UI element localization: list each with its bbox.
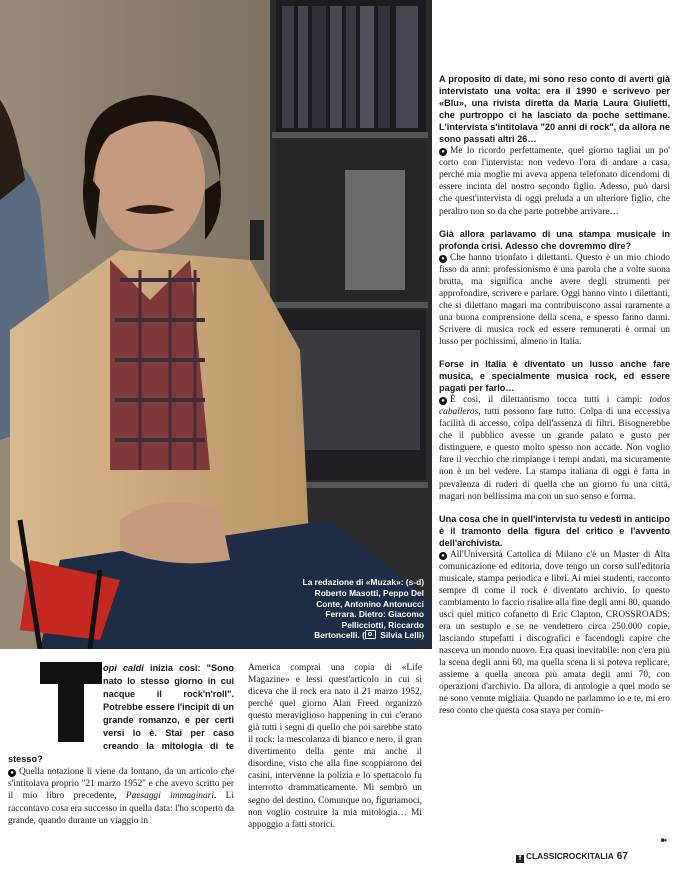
footer-brand: CLASSICROCKITALIA [526, 851, 614, 861]
answer-1: Me lo ricordo perfettamente, quel giorno tagliai un po' corto con l'intervista: non vedevo l'ora di andare a casa, perché mia moglie mi aveva appena telefonato dicendomi di essere incinta del nostro secondo figlio. Adesso, può darsi che quest'intervista di oggi preluda a un ulteriore figlio, che peraltro non so da che parte potrebbe arrivare… [439, 146, 670, 217]
article-photo [0, 0, 432, 649]
camera-icon [365, 630, 376, 639]
answer-2: Che hanno trionfato i dilettanti. Questo è un mio chiodo fisso da anni: professionismo è una parola che a volte suona brutta, ma significa anche avere degli strumenti per approfondire, scrivere e parlare. Oggi hanno vinto i dilettanti, che si dilettano magari ma contribuiscono assai raramente a una buona comprensione della scena, e spesso fanno danni. Scrivere di musica rock ed essere remunerati è ormai un lusso per pochissimi, almeno in Italia. [439, 252, 670, 347]
band-photo-illustration [0, 0, 432, 649]
intro-lead-rest: inizia così: "Sono nato lo stesso giorno in cui nacque il rock'n'roll". Potrebbe essere l'incipit di un grande romanzo, e per certi versi lo è. Stai per caso creando la mitologia di te stesso? [8, 663, 234, 765]
intro-column [8, 662, 234, 827]
continue-arrow-icon: ➽ [660, 836, 668, 846]
caption-line: La redazione di «Muzak»: (s-d) [302, 577, 424, 588]
page-number: 67 [616, 851, 628, 862]
question-2: Già allora parlavamo di una stampa musicale in profonda crisi. Adesso che dovremmo dire? [439, 228, 670, 251]
caption-line: Pellicciotti, Riccardo [341, 619, 424, 630]
answer-bullet-icon: ● [439, 397, 447, 405]
answer-bullet-icon: ● [439, 255, 447, 263]
dropcap-spacer [8, 662, 103, 746]
caption-last: Bertoncelli. [314, 630, 360, 641]
photo-caption [264, 577, 424, 641]
page-footer [516, 851, 671, 865]
answer-bullet-icon: ● [439, 148, 447, 156]
photo-credit: Silvia Lelli) [380, 630, 424, 641]
answer-3-part2: , tutti possono fare tutto. Colpa di una eccessiva facilità di accesso, colpa dell'assenza di filtri. Bisognerebbe che il pubblico avesse un grande palato e gusto per distinguere, e questo molto spesso non accade. Non voglio fare il vecchio che rimpiange i tempi andati, ma sicuramente non è un bel vedere. La stampa italiana di oggi è fatta in prevalenza di ruderi di quella che un giorno fu una città, magari non bellissima ma con un suo senso e forma. [439, 407, 670, 502]
answer-3-italic: todos caballeros [439, 395, 670, 418]
caption-line: Ferrara. Dietro: Giacomo [325, 609, 424, 620]
answer-4: All'Università Cattolica di Milano c'è un Master di Alta comunicazione ed editoria, dove tengo un corso sull'editoria musicale, stampa periodica e libri. Ai miei studenti, racconto sempre di come il rock è diventato archivio. Io questo cambiamento lo faccio risalire alla fine degli anni 80, quando uscì quel mitico cofanetto di Eric Clapton, CROSSROADS: era un sestuplo e se ne vendettero circa 250.000 copie, lasciando stupefatti i discografici e facendogli capire che nasceva un mondo nuovo. Era quasi inevitabile: non c'era più la scena degli anni 60, ma quella scena lì si poteva replicare, assieme a quella ancora più amata degli anni 70, con operazioni d'archivio. Da allora, di antologie a quel modo se ne sono venute migliaia. Quando ne parlammo io e te, mi ero reso conto che questa cosa stava per comin- [439, 549, 670, 717]
facebook-icon: f [516, 855, 524, 863]
answer-bullet-icon: ● [8, 769, 16, 777]
intro-answer-book: Paesaggi immaginari [125, 791, 214, 802]
question-3: Forse in Italia è diventato un lusso anche fare musica, e specialmente musica rock, ed essere pagati per farlo… [439, 359, 670, 394]
credit-prefix: ( [362, 630, 365, 641]
intro-answer-part1: Quella notazione lì viene da lontano, da un articolo che s'intitolava proprio "21 marzo 1952" e che avevo scritto per il mio libro precedente, [8, 767, 234, 802]
question-4: Una cosa che in quell'intervista tu vedesti in anticipo è il tramonto della figura del critico e l'avvento dell'archivista. [439, 513, 670, 548]
middle-text: America comprai una copia di «Life Magazine» e lessi quest'articolo in cui si diceva che il rock era nato il 21 marzo 1952, perché quel giorno Alan Freed organizzò questo meraviglioso happening in cui c'erano già tutti i segni di quello che poi sarebbe stato il rock: la mescolanza di bianco e nero, il gran divertimento della gente ma anche il disordine, visto che alla fine scoppiarono dei casini, intervenne la polizia e lo spettacolo fu interrotto drammaticamente. Mi sembrò un segno del destino. Comunque no, figuriamoci, non voglio costruire la mia mitologia… Mi appoggio a fatti storici. [248, 663, 422, 830]
middle-column [248, 662, 422, 831]
caption-line: Roberto Masotti, Peppo Del [314, 588, 424, 599]
answer-bullet-icon: ● [439, 552, 447, 560]
caption-line: Conte, Antonino Antonucci [316, 598, 424, 609]
intro-answer-part2: . Lì raccontavo cosa era successo in quella data: l'ho scoperto da grande, quando durante un viaggio in [8, 791, 234, 826]
answer-3-part1: È così, il dilettantismo tocca tutti i campi: [450, 395, 650, 406]
question-1: A proposito di date, mi sono reso conto di averti già intervistato una volta: era il 1990 e scrivevo per «Blu», una rivista diretta da Maria Laura Giulietti, che purtroppo ci ha lasciato da poche settimane. L'intervista s'intitolava "20 anni di rock", da allora ne sono passati altri 26… [439, 74, 670, 145]
intro-lead-italic: opi caldi [103, 663, 144, 673]
right-column [439, 73, 670, 717]
caption-line-last [264, 630, 424, 641]
